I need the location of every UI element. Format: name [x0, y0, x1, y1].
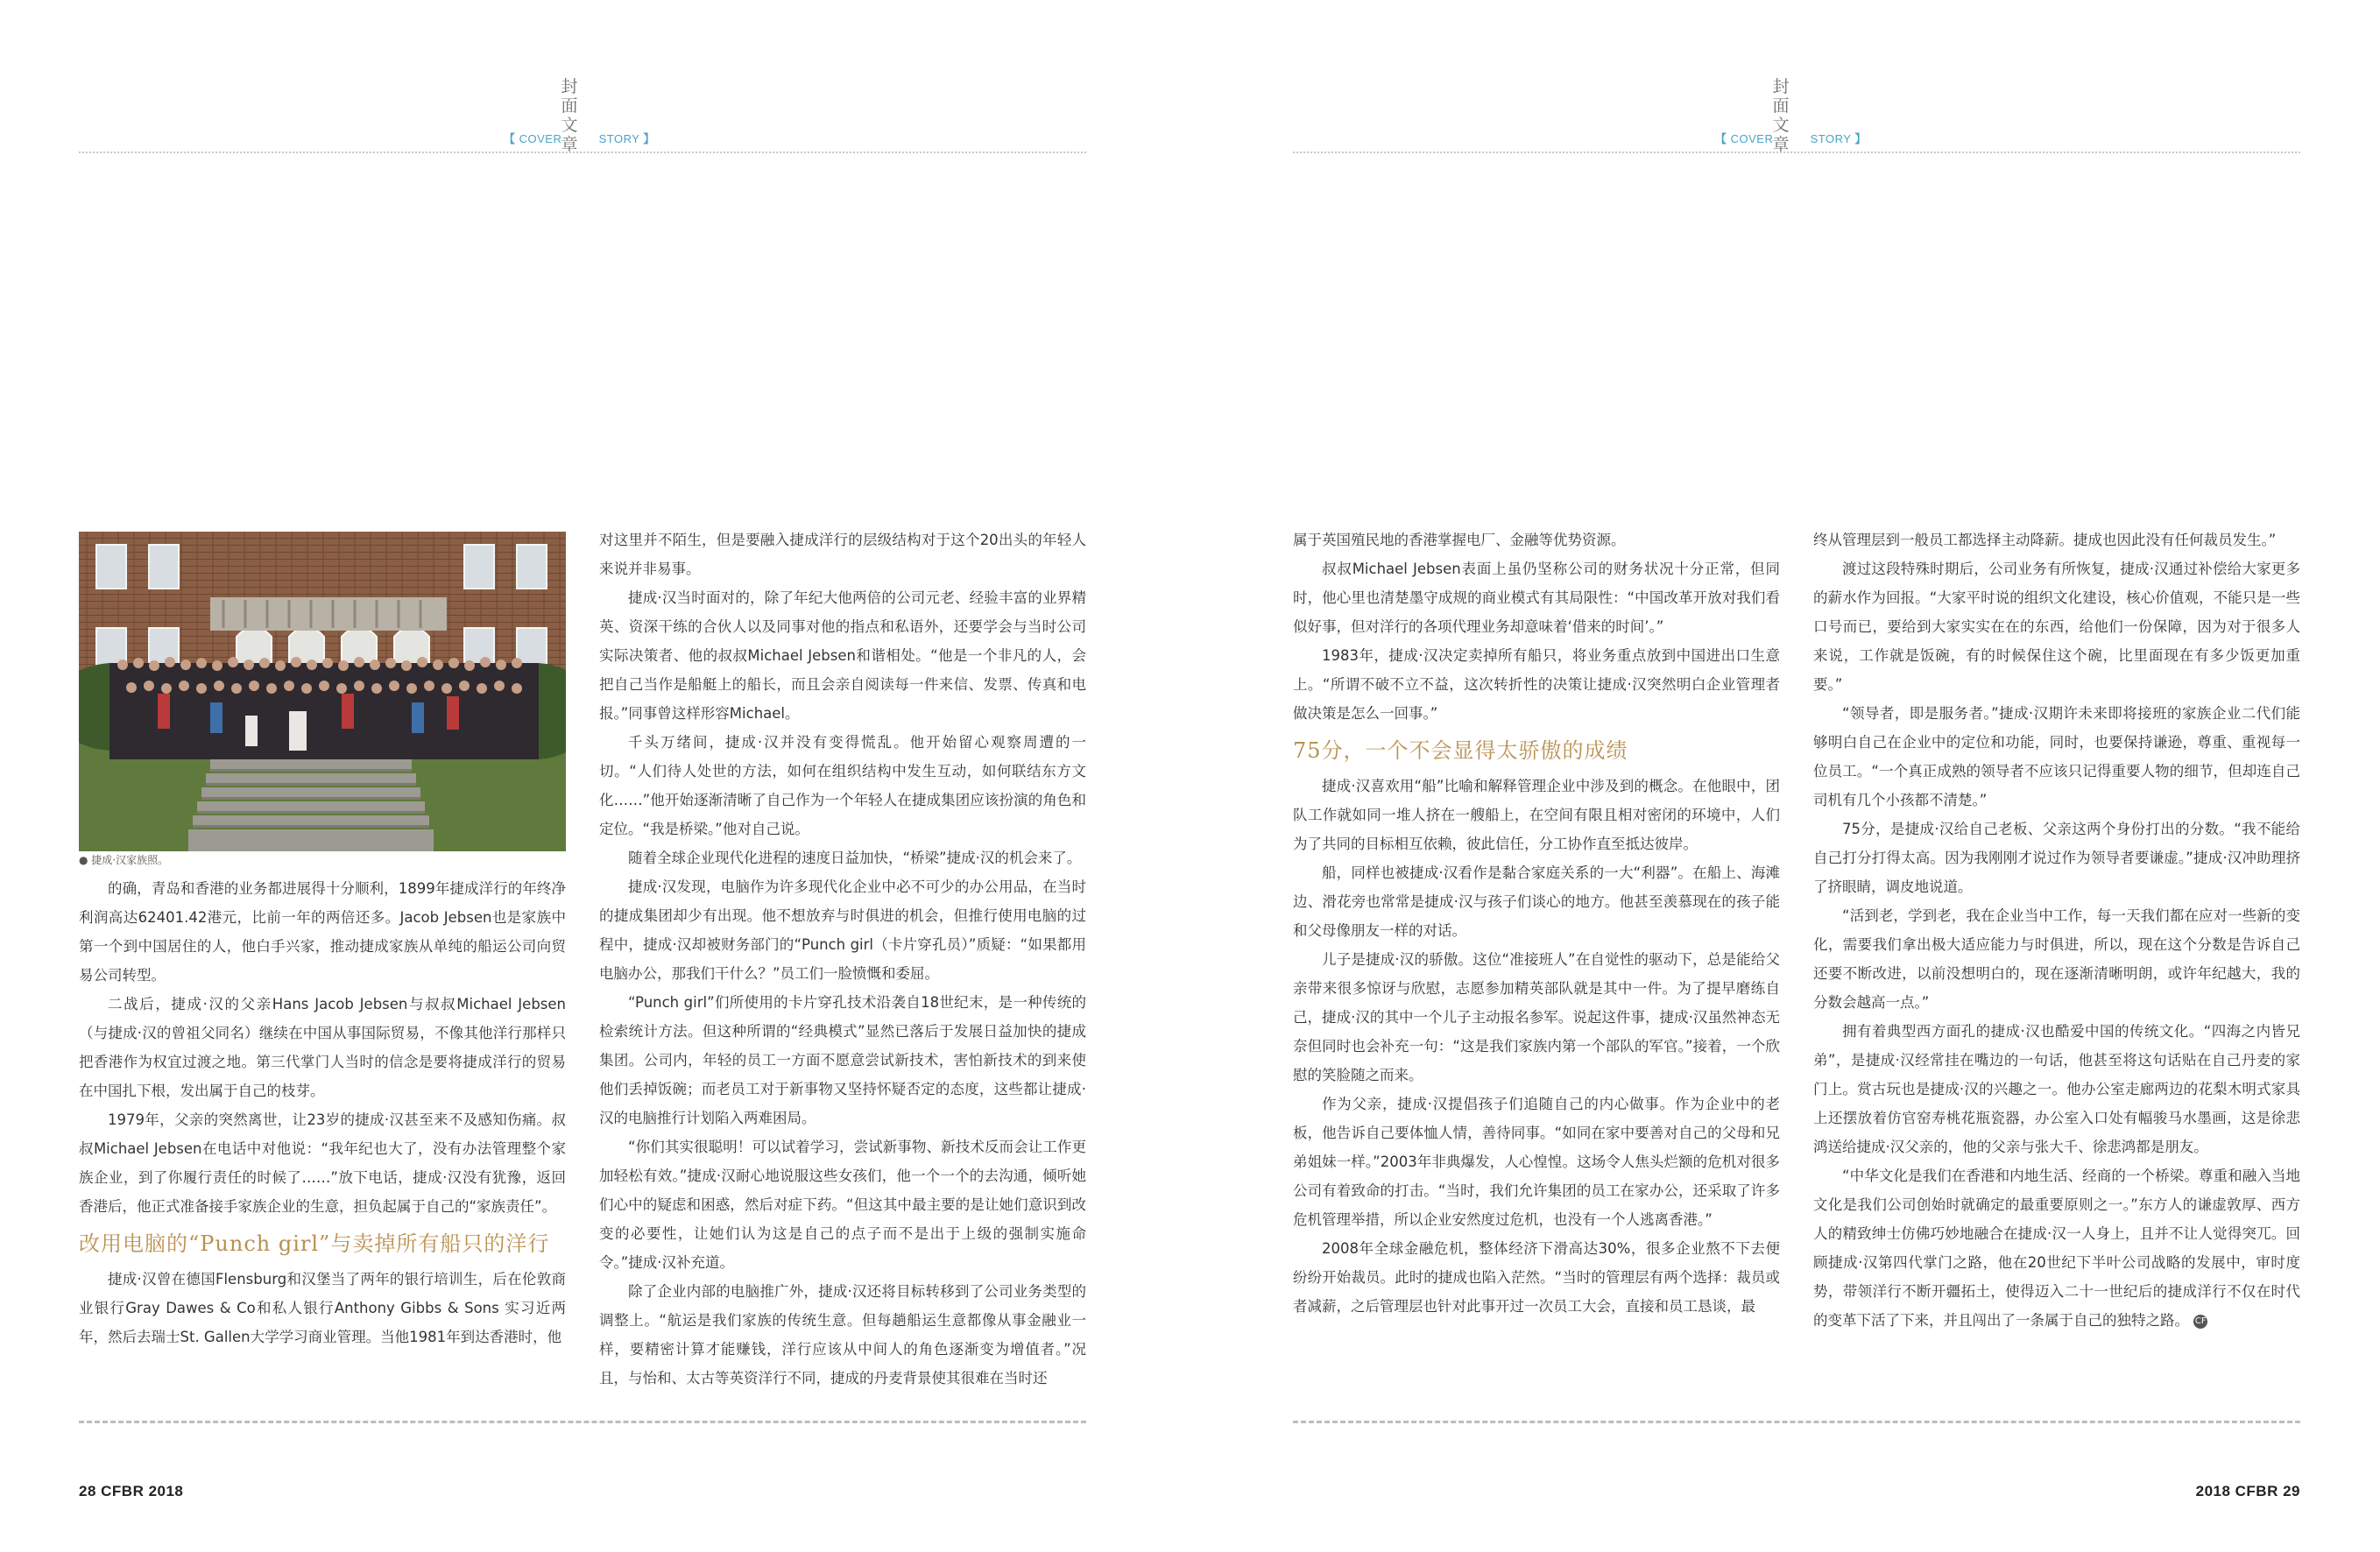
body-paragraph: 捷成·汉发现，电脑作为许多现代化企业中必不可少的办公用品，在当时的捷成集团却少有出现。他不想放弃与时俱进的机会，但推行使用电脑的过程中，捷成·汉却被财务部门的“Punch girl（卡片穿孔员）”质疑：“如果都用电脑办公，那我们干什么？”员工们一脸愤慨和委屈。	[599, 878, 1086, 982]
running-head-label: 【 COVER STORY 】	[1715, 132, 1867, 145]
body-paragraph: 终从管理层到一般员工都选择主动降薪。捷成也因此没有任何裁员发生。”	[1813, 532, 2277, 548]
running-head-story: STORY	[1810, 132, 1852, 145]
running-head-cover: COVER	[519, 132, 562, 145]
body-paragraph: 儿子是捷成·汉的骄傲。这位“准接班人”在自觉性的驱动下，总是能给父亲带来很多惊讶与欣慰，志愿参加精英部队就是其中一件。为了提早磨练自己，捷成·汉的其中一个儿子主动报名参军。说起这件事，捷成·汉虽然神态无奈但同时也会补充一句：“这是我们家族内第一个部队的军官。”接着，一个欣慰的笑脸随之而来。	[1293, 951, 1780, 1083]
text-column-4	[1813, 526, 2300, 1335]
running-head-label: 【 COVER STORY 】	[504, 132, 655, 145]
bottom-dashed-rule	[1293, 1421, 2300, 1423]
running-head-cover: COVER	[1730, 132, 1774, 145]
body-paragraph: 作为父亲，捷成·汉提倡孩子们追随自己的内心做事。作为企业中的老板，他告诉自己要体恤人情，善待同事。“如同在家中要善对自己的父母和兄弟姐妹一样。”2003年非典爆发，人心惶惶。这场令人焦头烂额的危机对很多公司有着致命的打击。“当时，我们允许集团的员工在家办公，还采取了许多危机管理举措，所以企业安然度过危机，也没有一个人逃离香港。”	[1293, 1096, 1780, 1228]
running-head-story: STORY	[598, 132, 640, 145]
text-column-1	[79, 874, 566, 1351]
body-paragraph: 渡过这段特殊时期后，公司业务有所恢复，捷成·汉通过补偿给大家更多的薪水作为回报。“大家平时说的组织文化建设，核心价值观，不能只是一些口号而已，要给到大家实实在在的东西，给他们一份保障，因为对于很多人来说，工作就是饭碗，有的时候保住这个碗，比里面现在有多少饭更加重要。”	[1813, 561, 2300, 693]
running-head-char: 面	[561, 96, 578, 116]
body-paragraph: 对这里并不陌生，但是要融入捷成洋行的层级结构对于这个20出头的年轻人来说并非易事。	[599, 532, 1086, 577]
body-paragraph: 1979年，父亲的突然离世，让23岁的捷成·汉甚至来不及感知伤痛。叔叔Michael Jebsen在电话中对他说：“我年纪也大了，没有办法管理整个家族企业，到了你履行责任的时候了……”放下电话，捷成·汉没有犹豫，返回香港后，他正式准备接手家族企业的生意，担负起属于自己的“家族责任”。	[79, 1111, 566, 1215]
right-page	[1190, 0, 2380, 1552]
body-paragraph: 随着全球企业现代化进程的速度日益加快，“桥梁”捷成·汉的机会来了。	[628, 850, 1082, 866]
running-head-char: 文	[561, 116, 578, 135]
body-paragraph: “领导者，即是服务者。”捷成·汉期许未来即将接班的家族企业二代们能够明白自己在企业中的定位和功能，同时，也要保持谦逊，尊重、重视每一位员工。“一个真正成熟的领导者不应该只记得重要人物的细节，但却连自己司机有几个小孩都不清楚。”	[1813, 705, 2300, 808]
page-folio-right: 2018 CFBR 29	[2195, 1483, 2300, 1499]
end-of-article-mark: CF	[2193, 1315, 2207, 1329]
body-paragraph: 1983年，捷成·汉决定卖掉所有船只，将业务重点放到中国进出口生意上。“所谓不破不立不益，这次转折性的决策让捷成·汉突然明白企业管理者做决策是怎么一回事。”	[1293, 647, 1780, 722]
family-photo	[79, 532, 566, 851]
running-head-char: 章	[1772, 135, 1790, 154]
body-paragraph: 的确，青岛和香港的业务都进展得十分顺利，1899年捷成洋行的年终净利润高达62401.42港元，比前一年的两倍还多。Jacob Jebsen也是家族中第一个到中国居住的人，他白手兴家，推动捷成家族从单纯的船运公司向贸易公司转型。	[79, 880, 566, 984]
running-head-char: 封	[1772, 77, 1790, 96]
body-paragraph: 2008年全球金融危机，整体经济下滑高达30%，很多企业熬不下去便纷纷开始裁员。此时的捷成也陷入茫然。“当时的管理层有两个选择：裁员或者减薪，之后管理层也针对此事开过一次员工大会，直接和员工恳谈，最	[1293, 1240, 1780, 1315]
text-column-3	[1293, 526, 1780, 1321]
body-paragraph: “你们其实很聪明！可以试着学习，尝试新事物、新技术反而会让工作更加轻松有效。”捷成·汉耐心地说服这些女孩们，他一个一个的去沟通，倾听她们心中的疑虑和困惑，然后对症下药。“但这其中最主要的是让她们意识到改变的必要性，让她们认为这是自己的点子而不是出于上级的强制实施命令。”捷成·汉补充道。	[599, 1139, 1086, 1271]
body-paragraph: 千头万绪间，捷成·汉并没有变得慌乱。他开始留心观察周遭的一切。“人们待人处世的方法，如何在组织结构中发生互动，如何联结东方文化……”他开始逐渐清晰了自己作为一个年轻人在捷成集团应该扮演的角色和定位。“我是桥梁。”他对自己说。	[599, 734, 1086, 837]
body-paragraph: 叔叔Michael Jebsen表面上虽仍坚称公司的财务状况十分正常，但同时，他心里也清楚墨守成规的商业模式有其局限性：“中国改革开放对我们看似好事，但对洋行的各项代理业务却意味着‘借来的时间’。”	[1293, 561, 1780, 635]
body-paragraph: “中华文化是我们在香港和内地生活、经商的一个桥梁。尊重和融入当地文化是我们公司创始时就确定的最重要原则之一。”东方人的谦虚敦厚、西方人的精致绅士仿佛巧妙地融合在捷成·汉一人身上，且并不让人觉得突兀。回顾捷成·汉第四代掌门之路，他在20世纪下半叶公司战略的发展中，审时度势，带领洋行不断开疆拓土，使得迈入二十一世纪后的捷成洋行不仅在时代的变革下活了下来，并且闯出了一条属于自己的独特之路。 CF	[1813, 1168, 2300, 1329]
body-paragraph: 除了企业内部的电脑推广外，捷成·汉还将目标转移到了公司业务类型的调整上。“航运是我们家族的传统生意。但每趟船运生意都像从事金融业一样，要精密计算才能赚钱，洋行应该从中间人的角色逐渐变为增值者。”况且，与怡和、太古等英资洋行不同，捷成的丹麦背景使其很难在当时还	[599, 1283, 1086, 1386]
running-head-char: 面	[1772, 96, 1790, 116]
running-head-char: 封	[561, 77, 578, 96]
running-head-char: 文	[1772, 116, 1790, 135]
body-paragraph: “Punch girl”们所使用的卡片穿孔技术沿袭自18世纪末，是一种传统的检索统计方法。但这种所谓的“经典模式”显然已落后于发展日益加快的捷成集团。公司内，年轻的员工一方面不愿意尝试新技术，害怕新技术的到来使他们丢掉饭碗；而老员工对于新事物又坚持怀疑否定的态度，这些都让捷成·汉的电脑推行计划陷入两难困局。	[599, 994, 1086, 1126]
page-folio-left: 28 CFBR 2018	[79, 1483, 184, 1499]
top-dotted-rule	[1293, 152, 2300, 153]
body-paragraph: 属于英国殖民地的香港掌握电厂、金融等优势资源。	[1293, 532, 1626, 548]
body-paragraph: 75分，是捷成·汉给自己老板、父亲这两个身份打出的分数。“我不能给自己打分打得太高。因为我刚刚才说过作为领导者要谦虚。”捷成·汉冲助理挤了挤眼睛，调皮地说道。	[1813, 821, 2300, 895]
text-column-2	[599, 526, 1086, 1393]
bottom-dashed-rule	[79, 1421, 1086, 1423]
body-paragraph: 二战后，捷成·汉的父亲Hans Jacob Jebsen与叔叔Michael Jebsen（与捷成·汉的曾祖父同名）继续在中国从事国际贸易，不像其他洋行那样只把香港作为权宜过渡之地。第三代掌门人当时的信念是要将捷成洋行的贸易在中国扎下根，发出属于自己的枝芽。	[79, 996, 566, 1099]
body-paragraph: 捷成·汉曾在德国Flensburg和汉堡当了两年的银行培训生，后在伦敦商业银行Gray Dawes & Co和私人银行Anthony Gibbs & Sons 实习近两年，然后去瑞士St. Gallen大学学习商业管理。当他1981年到达香港时，他	[79, 1271, 566, 1345]
body-paragraph: 捷成·汉当时面对的，除了年纪大他两倍的公司元老、经验丰富的业界精英、资深干练的合伙人以及同事对他的指点和私语外，还要学会与当时公司实际决策者、他的叔叔Michael Jebsen和谐相处。“他是一个非凡的人，会把自己当作是船艇上的船长，而且会亲自阅读每一件来信、发票、传真和电报。”同事曾这样形容Michael。	[599, 589, 1086, 722]
photo-caption: ● 捷成·汉家族照。	[79, 854, 169, 866]
running-head	[504, 77, 655, 154]
top-dotted-rule	[79, 152, 1086, 153]
body-paragraph: 捷成·汉喜欢用“船”比喻和解释管理企业中涉及到的概念。在他眼中，团队工作就如同一堆人挤在一艘船上，在空间有限且相对密闭的环境中，人们为了共同的目标相互依赖，彼此信任，分工协作直至抵达彼岸。	[1293, 778, 1780, 852]
body-paragraph: “活到老，学到老，我在企业当中工作，每一天我们都在应对一些新的变化，需要我们拿出极大适应能力与时俱进，所以，现在这个分数是告诉自己还要不断改进，以前没想明白的，现在逐渐清晰明朗，或许年纪越大，我的分数会越高一点。”	[1813, 907, 2300, 1011]
body-paragraph: 拥有着典型西方面孔的捷成·汉也酷爱中国的传统文化。“四海之内皆兄弟”，是捷成·汉经常挂在嘴边的一句话，他甚至将这句话贴在自己丹麦的家门上。赏古玩也是捷成·汉的兴趣之一。他办公室走廊两边的花梨木明式家具上还摆放着仿官窑寿桃花瓶瓷器，办公室入口处有幅骏马水墨画，这是徐悲鸿送给捷成·汉父亲的，他的父亲与张大千、徐悲鸿都是朋友。	[1813, 1023, 2300, 1155]
running-head	[1715, 77, 1867, 154]
section-heading: 75分，一个不会显得太骄傲的成绩	[1293, 738, 1628, 763]
body-paragraph: 船，同样也被捷成·汉看作是黏合家庭关系的一大“利器”。在船上、海滩边、滑花旁也常常是捷成·汉与孩子们谈心的地方。他甚至羡慕现在的孩子能和父母像朋友一样的对话。	[1293, 864, 1780, 939]
running-head-char: 章	[561, 135, 578, 154]
section-heading: 改用电脑的“Punch girl”与卖掉所有船只的洋行	[79, 1231, 550, 1256]
